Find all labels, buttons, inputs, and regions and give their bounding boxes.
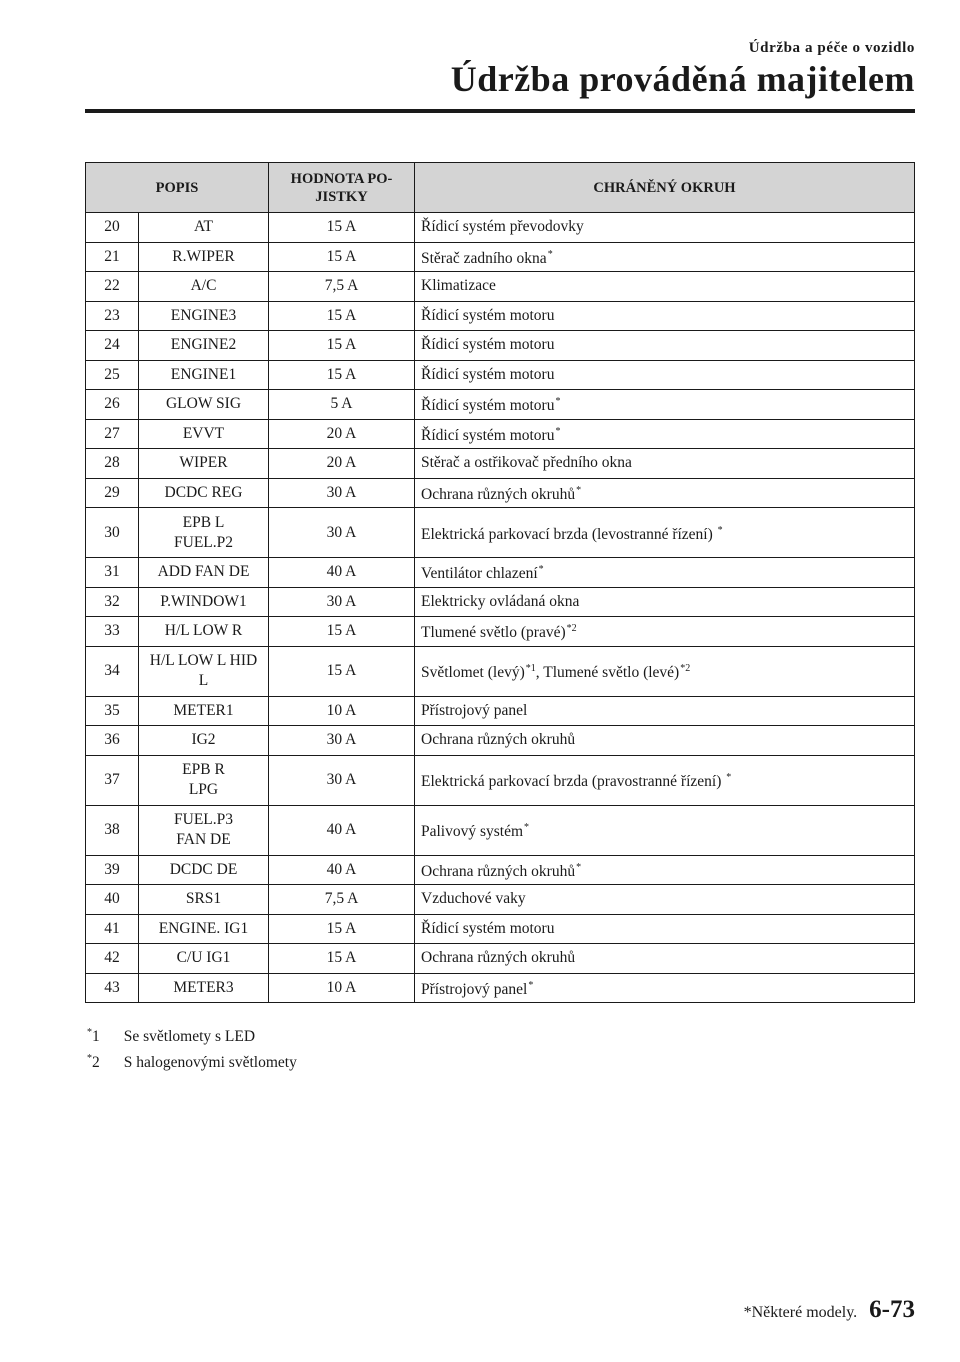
fuse-description-line: GLOW SIG: [165, 395, 242, 413]
fuse-number: 41: [86, 914, 139, 944]
fuse-number: 32: [86, 587, 139, 617]
fuse-description: [139, 646, 269, 696]
fuse-rating: 10 A: [269, 973, 415, 1003]
protected-circuit: [415, 646, 915, 696]
circuit-text: Stěrač a ostřikovač předního okna: [421, 454, 632, 472]
table-row: [86, 478, 915, 508]
fuse-rating: 15 A: [269, 331, 415, 361]
footnote-marker: *2: [680, 663, 691, 674]
fuse-description-line: EPB L: [182, 513, 225, 531]
footnote-marker: *1: [525, 663, 536, 674]
protected-circuit: [415, 272, 915, 302]
footnote: [87, 1048, 297, 1074]
table-row: [86, 508, 915, 558]
fuse-description: [139, 696, 269, 726]
table-row: [86, 805, 915, 855]
section-title: Údržba a péče o vozidlo: [748, 40, 915, 56]
protected-circuit: [415, 213, 915, 243]
fuse-number: 23: [86, 301, 139, 331]
fuse-number: 37: [86, 755, 139, 805]
fuse-description-line: METER3: [173, 978, 234, 996]
table-row: [86, 696, 915, 726]
circuit-text: Ventilátor chlazení: [421, 565, 538, 583]
fuse-description: [139, 885, 269, 915]
fuse-description: [139, 449, 269, 479]
protected-circuit: [415, 587, 915, 617]
fuse-rating: 15 A: [269, 646, 415, 696]
protected-circuit: [415, 855, 915, 885]
fuse-description: [139, 331, 269, 361]
table-row: [86, 213, 915, 243]
fuse-description: [139, 617, 269, 647]
fuse-number: 31: [86, 558, 139, 588]
footnote-marker: *: [547, 248, 553, 260]
fuse-description: [139, 805, 269, 855]
fuse-description: [139, 478, 269, 508]
fuse-number: 22: [86, 272, 139, 302]
fuse-description-line: P.WINDOW1: [160, 592, 247, 610]
fuse-rating: 30 A: [269, 508, 415, 558]
footnote-marker: *: [576, 484, 582, 496]
fuse-description: [139, 855, 269, 885]
fuse-rating: 7,5 A: [269, 885, 415, 915]
protected-circuit: [415, 449, 915, 479]
fuse-description: [139, 390, 269, 420]
circuit-text: Ochrana různých okruhů: [421, 485, 576, 503]
table-row: [86, 885, 915, 915]
fuse-rating: 30 A: [269, 755, 415, 805]
footnote-mark: *: [87, 1053, 92, 1064]
fuse-number: 24: [86, 331, 139, 361]
protected-circuit: [415, 508, 915, 558]
footnote-marker: *: [555, 396, 561, 408]
fuse-rating: 40 A: [269, 805, 415, 855]
footnote: [87, 1022, 297, 1048]
fuse-description-line: WIPER: [179, 454, 228, 472]
fuse-rating: 15 A: [269, 360, 415, 390]
footer-note: *Některé modely.: [743, 1304, 858, 1321]
protected-circuit: [415, 301, 915, 331]
table-header-row: [86, 163, 915, 213]
protected-circuit: [415, 696, 915, 726]
table-body: [86, 213, 915, 1003]
fuse-description-line: ADD FAN DE: [157, 563, 250, 581]
fuse-description-line: EVVT: [182, 424, 225, 442]
fuse-description-line: EPB R: [182, 761, 225, 778]
table-row: [86, 419, 915, 449]
circuit-text: Světlomet (levý): [421, 664, 525, 681]
circuit-text: Řídicí systém motoru: [421, 426, 555, 444]
fuse-description-line: A/C: [190, 277, 217, 295]
circuit-text: Elektrická parkovací brzda (levostranné řízení): [421, 525, 717, 543]
table-row: [86, 617, 915, 647]
fuse-number: 25: [86, 360, 139, 390]
protected-circuit: [415, 726, 915, 756]
protected-circuit: [415, 755, 915, 805]
fuse-number: 20: [86, 213, 139, 243]
circuit-text: Ochrana různých okruhů: [421, 949, 576, 967]
table-row: [86, 944, 915, 974]
circuit-text: Palivový systém: [421, 823, 524, 840]
fuse-rating: 40 A: [269, 558, 415, 588]
footnote-marker: *: [726, 772, 732, 783]
table-row: [86, 558, 915, 588]
footnote-marker: *: [524, 822, 530, 833]
fuse-rating: 15 A: [269, 301, 415, 331]
fuse-description: [139, 755, 269, 805]
fuse-number: 21: [86, 242, 139, 272]
fuse-rating: 30 A: [269, 726, 415, 756]
fuse-rating: 40 A: [269, 855, 415, 885]
fuse-description-line: AT: [194, 218, 213, 236]
footnote-marker: *: [576, 861, 582, 873]
fuse-description: [139, 587, 269, 617]
fuse-description-line: IG2: [191, 731, 216, 749]
fuse-number: 26: [86, 390, 139, 420]
footnote-marker: *2: [566, 623, 577, 635]
circuit-text: Přístrojový panel: [421, 980, 528, 998]
table-row: [86, 272, 915, 302]
protected-circuit: [415, 360, 915, 390]
fuse-rating: 10 A: [269, 696, 415, 726]
circuit-text: Tlumené světlo (pravé): [421, 624, 566, 642]
fuse-number: 34: [86, 646, 139, 696]
fuse-description: [139, 360, 269, 390]
column-header-rating-line2: JISTKY: [315, 188, 368, 205]
circuit-text: Řídicí systém převodovky: [421, 218, 584, 236]
footnote-text: Se světlomety s LED: [123, 1028, 256, 1045]
circuit-text: , Tlumené světlo (levé): [535, 664, 680, 681]
fuse-rating: 15 A: [269, 617, 415, 647]
protected-circuit: [415, 331, 915, 361]
circuit-text: Řídicí systém motoru: [421, 919, 555, 937]
fuse-description-line: R.WIPER: [172, 247, 235, 265]
footnotes: [87, 1022, 297, 1074]
column-header-rating-line1: HODNOTA PO-: [290, 170, 393, 187]
protected-circuit: [415, 914, 915, 944]
fuse-number: 28: [86, 449, 139, 479]
page-title: Údržba prováděná majitelem: [450, 59, 915, 99]
footnote-mark: *: [87, 1027, 92, 1038]
fuse-number: 40: [86, 885, 139, 915]
column-header-rating: [269, 163, 415, 213]
protected-circuit: [415, 617, 915, 647]
table-row: [86, 755, 915, 805]
fuse-description-line: ENGINE. IG1: [158, 919, 249, 937]
circuit-text: Řídicí systém motoru: [421, 397, 555, 415]
circuit-text: Ochrana různých okruhů: [421, 862, 576, 880]
fuse-table: [85, 162, 915, 1003]
fuse-description-line: METER1: [173, 701, 234, 719]
fuse-description-line: L: [198, 672, 209, 689]
footnote-number: 1: [92, 1028, 100, 1045]
fuse-description-line: FAN DE: [176, 831, 231, 848]
fuse-description-line: LPG: [188, 781, 219, 798]
protected-circuit: [415, 885, 915, 915]
footnote-number: 2: [92, 1054, 100, 1071]
fuse-description-line: FUEL.P2: [174, 533, 233, 551]
table-row: [86, 855, 915, 885]
header-rule: [85, 109, 915, 113]
fuse-rating: 15 A: [269, 213, 415, 243]
table-row: [86, 646, 915, 696]
fuse-description: [139, 944, 269, 974]
fuse-number: 38: [86, 805, 139, 855]
protected-circuit: [415, 478, 915, 508]
page-header: [85, 40, 915, 101]
circuit-text: Řídicí systém motoru: [421, 365, 555, 383]
column-header-description: POPIS: [86, 163, 269, 213]
fuse-rating: 5 A: [269, 390, 415, 420]
fuse-description-line: ENGINE2: [170, 336, 237, 354]
fuse-description: [139, 558, 269, 588]
fuse-number: 33: [86, 617, 139, 647]
fuse-description: [139, 272, 269, 302]
protected-circuit: [415, 390, 915, 420]
fuse-rating: 20 A: [269, 449, 415, 479]
fuse-number: 42: [86, 944, 139, 974]
fuse-rating: 20 A: [269, 419, 415, 449]
fuse-number: 35: [86, 696, 139, 726]
fuse-description-line: ENGINE1: [170, 365, 237, 383]
fuse-description: [139, 914, 269, 944]
fuse-number: 29: [86, 478, 139, 508]
footnote-marker: *: [555, 425, 561, 437]
fuse-description-line: SRS1: [185, 890, 222, 908]
fuse-number: 43: [86, 973, 139, 1003]
column-header-circuit: CHRÁNĚNÝ OKRUH: [415, 163, 915, 213]
fuse-description-line: DCDC REG: [164, 483, 243, 501]
protected-circuit: [415, 558, 915, 588]
protected-circuit: [415, 242, 915, 272]
fuse-description: [139, 508, 269, 558]
circuit-text: Elektricky ovládaná okna: [421, 592, 580, 610]
fuse-rating: 15 A: [269, 914, 415, 944]
table-row: [86, 331, 915, 361]
circuit-text: Přístrojový panel: [421, 701, 528, 719]
circuit-text: Řídicí systém motoru: [421, 336, 555, 354]
table-row: [86, 914, 915, 944]
protected-circuit: [415, 973, 915, 1003]
fuse-description-line: ENGINE3: [170, 306, 237, 324]
circuit-text: Ochrana různých okruhů: [421, 731, 576, 749]
protected-circuit: [415, 419, 915, 449]
page-footer: [744, 1296, 915, 1324]
table-row: [86, 360, 915, 390]
footnote-marker: *: [717, 524, 723, 536]
page-number: 6-73: [869, 1296, 915, 1323]
fuse-description: [139, 973, 269, 1003]
fuse-description-line: DCDC DE: [169, 860, 238, 878]
fuse-description: [139, 301, 269, 331]
footnote-marker: *: [538, 564, 544, 576]
circuit-text: Elektrická parkovací brzda (pravostranné řízení): [421, 773, 726, 790]
fuse-description: [139, 419, 269, 449]
fuse-description-line: C/U IG1: [176, 949, 231, 967]
fuse-number: 36: [86, 726, 139, 756]
fuse-description: [139, 242, 269, 272]
fuse-description-line: FUEL.P3: [174, 811, 233, 828]
footnote-text: S halogenovými světlomety: [123, 1054, 297, 1071]
circuit-text: Klimatizace: [421, 277, 496, 295]
fuse-description: [139, 213, 269, 243]
table-row: [86, 973, 915, 1003]
circuit-text: Řídicí systém motoru: [421, 306, 555, 324]
fuse-rating: 15 A: [269, 944, 415, 974]
table-row: [86, 587, 915, 617]
fuse-rating: 7,5 A: [269, 272, 415, 302]
fuse-rating: 15 A: [269, 242, 415, 272]
fuse-rating: 30 A: [269, 587, 415, 617]
table-row: [86, 449, 915, 479]
table-row: [86, 301, 915, 331]
table-row: [86, 726, 915, 756]
fuse-number: 27: [86, 419, 139, 449]
fuse-description: [139, 726, 269, 756]
footnote-marker: *: [528, 979, 534, 991]
table-row: [86, 242, 915, 272]
circuit-text: Stěrač zadního okna: [421, 249, 547, 267]
protected-circuit: [415, 805, 915, 855]
fuse-rating: 30 A: [269, 478, 415, 508]
fuse-number: 30: [86, 508, 139, 558]
fuse-description-line: H/L LOW L HID: [149, 652, 258, 669]
table-row: [86, 390, 915, 420]
fuse-description-line: H/L LOW R: [164, 622, 243, 640]
circuit-text: Vzduchové vaky: [421, 890, 526, 908]
fuse-number: 39: [86, 855, 139, 885]
protected-circuit: [415, 944, 915, 974]
